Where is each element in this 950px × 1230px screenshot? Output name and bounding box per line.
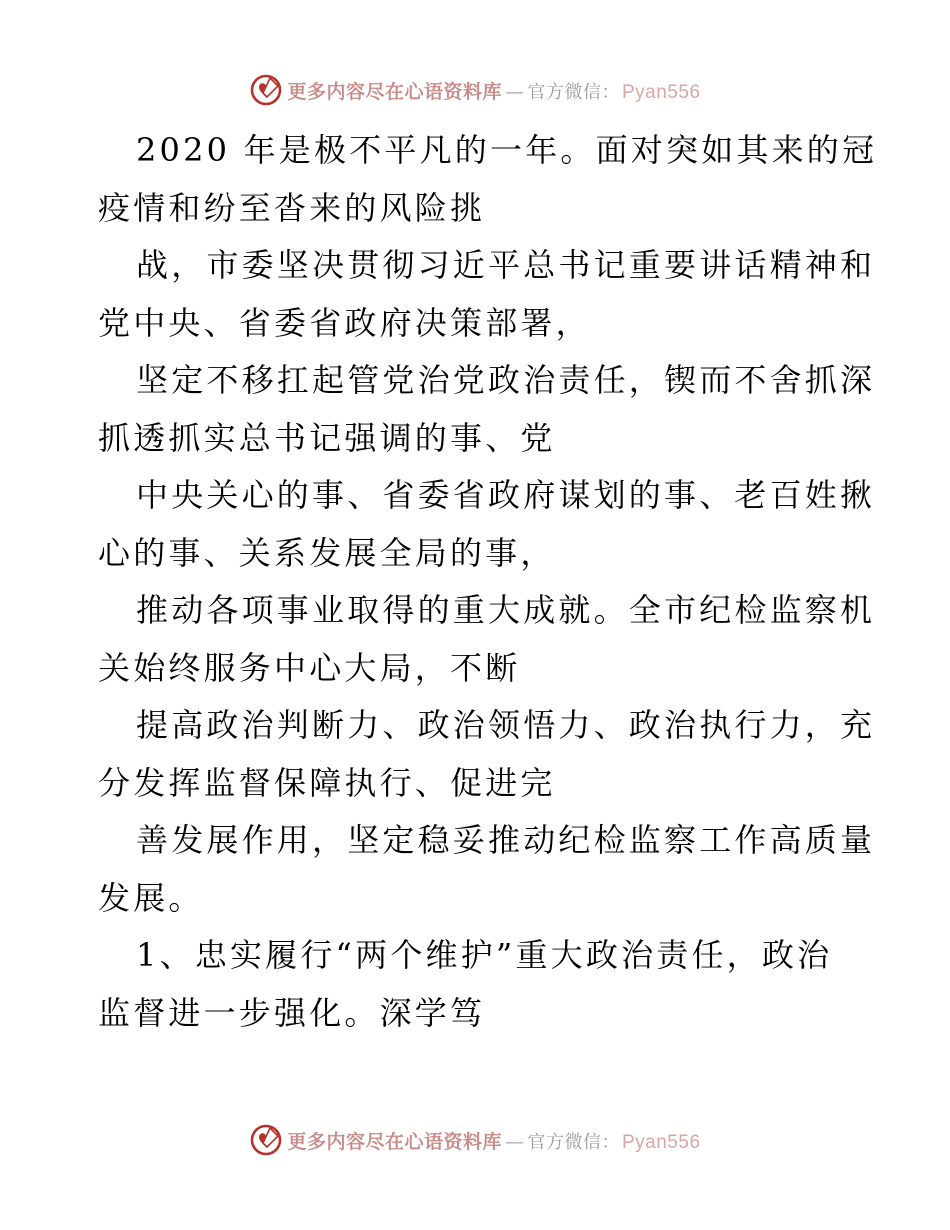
text-line: 抓透抓实总书记强调的事、党: [98, 418, 556, 457]
watermark-label: 官方微信：: [527, 1131, 620, 1153]
watermark-separator: —: [505, 80, 525, 103]
text-line: 中央关心的事、省委省政府谋划的事、老百姓揪: [136, 476, 876, 514]
watermark-separator: —: [505, 1130, 525, 1153]
watermark-brand-text: 更多内容尽在心语资料库: [287, 80, 502, 103]
text-line: 关始终服务中心大局，不断: [98, 648, 521, 687]
watermark-label: 官方微信：: [527, 81, 620, 103]
document-body: [98, 122, 878, 1042]
text-line: 分发挥监督保障执行、促进完: [98, 763, 556, 802]
text-line: 监督进一步强化。深学笃: [98, 993, 486, 1032]
text-line: 提高政治判断力、政治领悟力、政治执行力，充: [136, 706, 876, 744]
header-watermark: [0, 70, 950, 110]
text-line: 坚定不移扛起管党治党政治责任，锲而不舍抓深: [136, 361, 876, 399]
text-line: 1、忠实履行“两个维护”重大政治责任，政治: [136, 936, 833, 974]
watermark-account: Pyan556: [622, 81, 701, 103]
text-line: 心的事、关系发展全局的事，: [98, 533, 556, 572]
pen-heart-logo-icon: [249, 1123, 283, 1157]
text-line: 善发展作用，坚定稳妥推动纪检监察工作高质量: [136, 821, 876, 859]
text-line: 党中央、省委省政府决策部署，: [98, 303, 591, 342]
watermark-brand-text: 更多内容尽在心语资料库: [287, 1130, 502, 1153]
footer-watermark: [0, 1120, 950, 1160]
text-line: 推动各项事业取得的重大成就。全市纪检监察机: [136, 591, 876, 629]
text-line: 战，市委坚决贯彻习近平总书记重要讲话精神和: [136, 246, 876, 284]
text-line: 疫情和纷至沓来的风险挑: [98, 188, 486, 227]
text-line: 发展。: [98, 878, 204, 917]
text-line: 2020 年是极不平凡的一年。面对突如其来的冠: [136, 131, 878, 169]
pen-heart-logo-icon: [249, 73, 283, 107]
watermark-account: Pyan556: [622, 1131, 701, 1153]
